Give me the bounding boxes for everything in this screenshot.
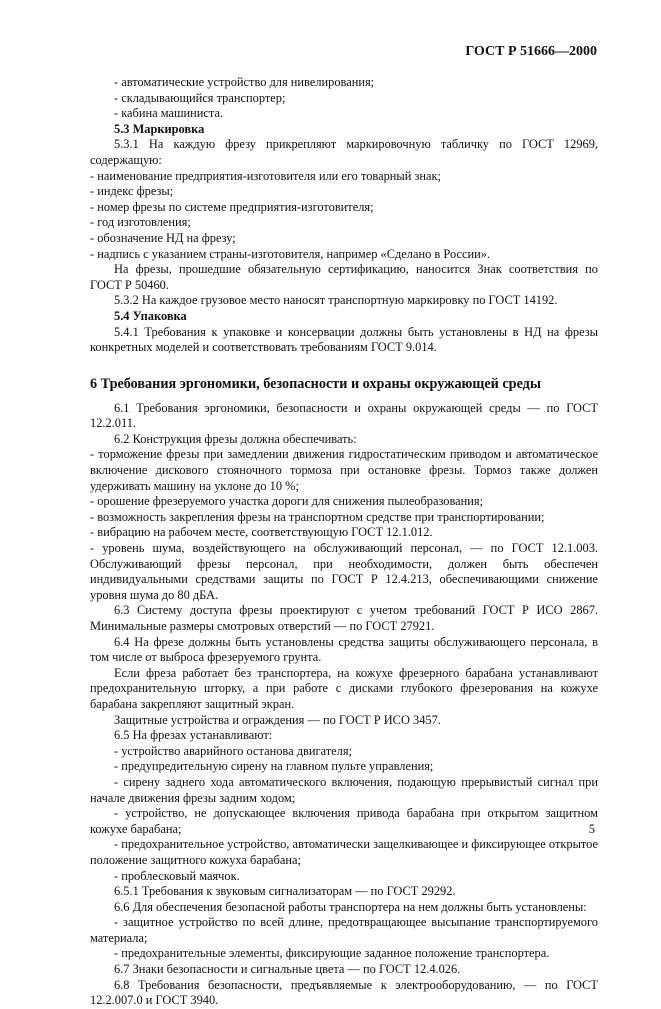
document-header: ГОСТ Р 51666—2000 xyxy=(465,44,597,59)
paragraph: 5.3.2 На каждое грузовое место наносят транспортную маркировку по ГОСТ 14192. xyxy=(114,293,558,308)
paragraph: 6.3 Систему доступа фрезы проектируют с учетом требований ГОСТ Р ИСО 2867. Минимальные размеры смотровых отверстий — по ГОСТ 27921. xyxy=(90,603,598,633)
paragraph: Если фреза работает без транспортера, на кожухе фрезерного барабана устанавливают предохранительную шторку, а при работе с дисками глубокого фрезерования на кожухе барабана закрепляют защитный экран. xyxy=(90,665,598,711)
list-item: - устройство аварийного останова двигателя; xyxy=(114,743,352,758)
list-item: - надпись с указанием страны-изготовителя, например «Сделано в России». xyxy=(90,246,490,261)
section-title-6: 6 Требования эргономики, безопасности и охраны окружающей среды xyxy=(90,375,541,392)
list-item: - защитное устройство по всей длине, предотвращающее высыпание транспортируемого материала; xyxy=(90,915,598,945)
paragraph: 6.6 Для обеспечения безопасной работы транспортера на нем должны быть установлены: xyxy=(114,899,587,914)
subsection-title-5-3: 5.3 Маркировка xyxy=(114,121,205,136)
paragraph: 5.3.1 На каждую фрезу прикрепляют маркировочную табличку по ГОСТ 12969, содержащую: xyxy=(90,137,598,167)
list-item: - проблесковый маячок. xyxy=(114,868,240,883)
subsection-title-5-4: 5.4 Упаковка xyxy=(114,308,187,323)
paragraph: 6.4 На фрезе должны быть установлены средства защиты обслуживающего персонала, в том числе от выброса фрезеруемого грунта. xyxy=(90,634,598,665)
list-item: - устройство, не допускающее включения привода барабана при открытом защитном кожухе барабана; xyxy=(90,806,598,836)
list-item: - предохранительные элементы, фиксирующие заданное положение транспортера. xyxy=(114,946,550,961)
list-item: - автоматические устройство для нивелирования; xyxy=(114,75,375,89)
paragraph: 6.1 Требования эргономики, безопасности и охраны окружающей среды — по ГОСТ 12.2.011. xyxy=(90,400,598,431)
list-item: - торможение фрезы при замедлении движения гидростатическим приводом и автоматическое включение дискового стояночного тормоза при остановке фрезы. Тормоз также должен удерживать машину на уклоне до 10 %; xyxy=(90,447,598,493)
paragraph: 6.7 Знаки безопасности и сигнальные цвета — по ГОСТ 12.4.026. xyxy=(114,962,461,977)
paragraph: 5.4.1 Требования к упаковке и консервации должны быть установлены в НД на фрезы конкретных моделей и соответствовать требованиям ГОСТ 9.014. xyxy=(90,324,598,355)
list-item: - предупредительную сирену на главном пульте управления; xyxy=(114,759,434,774)
list-item: - предохранительное устройство, автоматически защелкивающее и фиксирующее открытое положение защитного кожуха барабана; xyxy=(90,837,598,867)
list-item: - складывающийся транспортер; xyxy=(114,90,286,105)
list-item: - уровень шума, воздействующего на обслуживающий персонал, — по ГОСТ 12.1.003. Обслуживающий фрезы персонал, при необходимости, должен быть обеспечен индивидуальными средствами защиты по ГОСТ Р 12.4.213, обеспечивающими снижение уровня шума до 80 дБА. xyxy=(90,541,598,602)
document-body xyxy=(90,75,598,1009)
list-item: - наименование предприятия-изготовителя или его товарный знак; xyxy=(90,168,441,183)
list-item: - возможность закрепления фрезы на транспортном средстве при транспортировании; xyxy=(90,509,545,524)
paragraph: 6.2 Конструкция фрезы должна обеспечивать: xyxy=(114,431,357,446)
list-item: - год изготовления; xyxy=(90,215,191,230)
list-item: - кабина машиниста. xyxy=(114,106,224,121)
list-item: - обозначение НД на фрезу; xyxy=(90,230,236,245)
page-number: 5 xyxy=(588,822,595,836)
paragraph: Защитные устройства и ограждения — по ГОСТ Р ИСО 3457. xyxy=(114,712,441,727)
list-item: - номер фрезы по системе предприятия-изготовителя; xyxy=(90,199,374,214)
list-item: - орошение фрезеруемого участка дороги для снижения пылеобразования; xyxy=(90,494,484,509)
list-item: - вибрацию на рабочем месте, соответствующую ГОСТ 12.1.012. xyxy=(90,525,433,540)
list-item: - индекс фрезы; xyxy=(90,184,174,199)
paragraph: 6.5 На фрезах устанавливают: xyxy=(114,728,273,743)
list-item: - сирену заднего хода автоматического включения, подающую прерывистый сигнал при начале движения фрезы задним ходом; xyxy=(90,774,598,805)
paragraph: На фрезы, прошедшие обязательную сертификацию, наносится Знак соответствия по ГОСТ Р 50460. xyxy=(90,262,598,292)
paragraph: 6.8 Требования безопасности, предъявляемые к электрооборудованию, — по ГОСТ 12.2.007.0 и ГОСТ 3940. xyxy=(90,977,598,1008)
paragraph: 6.5.1 Требования к звуковым сигнализаторам — по ГОСТ 29292. xyxy=(114,884,456,899)
